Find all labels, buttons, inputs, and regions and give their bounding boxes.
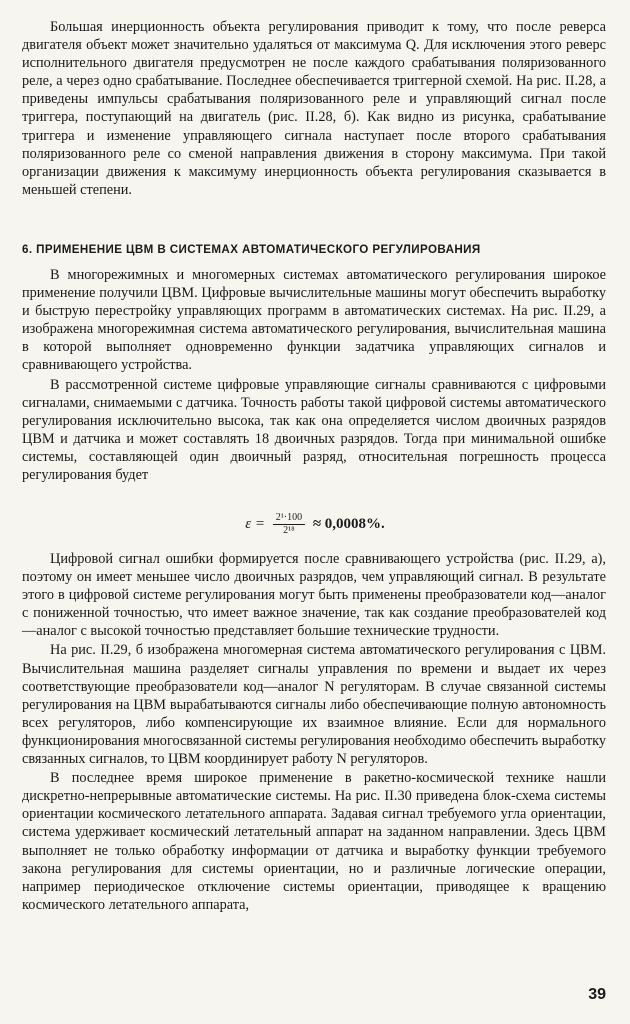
- paragraph: В последнее время широкое применение в ракетно-космической технике нашли дискретно-непрерывные автоматические системы. На рис. II.30 приведена блок-схема системы ориентации космического летательного аппарата. Задавая сигнал требуемого угла ориентации, система удерживает космический летательный аппарат на заданном направлении. Здесь ЦВМ выполняет не только обработку информации от датчика и выработку функции требуемого закона регулирования для системы ориентации, но и различные логические операции, например периодическое отключение системы ориентации, приводящее к вращению космического летательного аппарата,: [22, 770, 606, 913]
- formula-fraction: [273, 512, 305, 537]
- formula-lhs: ε =: [245, 515, 265, 532]
- formula-denominator: 2¹⁸: [283, 525, 295, 536]
- page-number: 39: [588, 986, 606, 1003]
- section-text-block-a: [22, 266, 606, 484]
- paragraph: Большая инерционность объекта регулирования приводит к тому, что после реверса двигателя объект может значительно удаляться от максимума Q. Для исключения этого реверс исполнительного двигателя предусмотрен не после каждого срабатывания поляризованного реле, а через одно срабатывание. Последнее обеспечивается триггерной схемой. На рис. II.28, а приведены импульсы срабатывания поляризованного реле и управляющий сигнал после триггера, поступающий на двигатель (рис. II.28, б). Как видно из рисунка, срабатывание триггера и изменение управляющего сигнала наступает после второго срабатывания поляризованного реле со сменой направления движения в сторону максимума. При такой организации движения к максимуму инерционность объекта регулирования сказывается в меньшей степени.: [22, 19, 606, 198]
- paragraph: В рассмотренной системе цифровые управляющие сигналы сравниваются с цифровыми сигналами, снимаемыми с датчика. Точность работы такой цифровой системы автоматического регулирования исключительно высока, так как она определяется числом двоичных разрядов ЦВМ и датчика и может составлять 18 двоичных разрядов. Тогда при минимальной ошибке системы, составляющей один двоичный разряд, относительная погрешность процесса регулирования будет: [22, 376, 606, 484]
- error-formula: [0, 512, 630, 537]
- intro-text-block: [22, 18, 606, 199]
- section-text-block-b: [22, 550, 606, 914]
- paragraph: На рис. II.29, б изображена многомерная система автоматического регулирования с ЦВМ. Вычислительная машина разделяет сигналы управления по времени и выдает их через соответствующие преобразователи код—аналог N регуляторам. В случае связанной системы регулирования на ЦВМ вырабатываются сигналы либо обеспечивающие полную автономность всех регуляторов, либо компенсирующие их взаимное влияние. Если для нормального функционирования многосвязанной системы регулирования необходимо обеспечить выработку связанных сигналов, то ЦВМ координирует работу N регуляторов.: [22, 642, 606, 768]
- formula-numerator: 2¹·100: [273, 512, 305, 525]
- section-heading: 6. ПРИМЕНЕНИЕ ЦВМ В СИСТЕМАХ АВТОМАТИЧЕСКОГО РЕГУЛИРОВАНИЯ: [22, 243, 481, 256]
- formula-rhs: ≈ 0,0008%.: [312, 515, 385, 532]
- paragraph: Цифровой сигнал ошибки формируется после сравнивающего устройства (рис. II.29, а), поэтому он имеет меньшее число двоичных разрядов, чем управляющий сигнал. В результате этого в цифровой системе регулирования могут быть применены преобразователи код—аналог с пониженной точностью, что имеет важное значение, так как создание преобразователей код—аналог с высокой точностью представляет большие технические трудности.: [22, 551, 606, 640]
- paragraph: В многорежимных и многомерных системах автоматического регулирования широкое применение получили ЦВМ. Цифровые вычислительные машины могут обеспечить выработку и быструю перестройку управляющих программ в автоматических системах. На рис. II.29, а изображена многорежимная система автоматического регулирования, вычислительная машина в которой выполняет одновременно функции задатчика управляющих сигналов и сравнивающего устройства.: [22, 267, 606, 374]
